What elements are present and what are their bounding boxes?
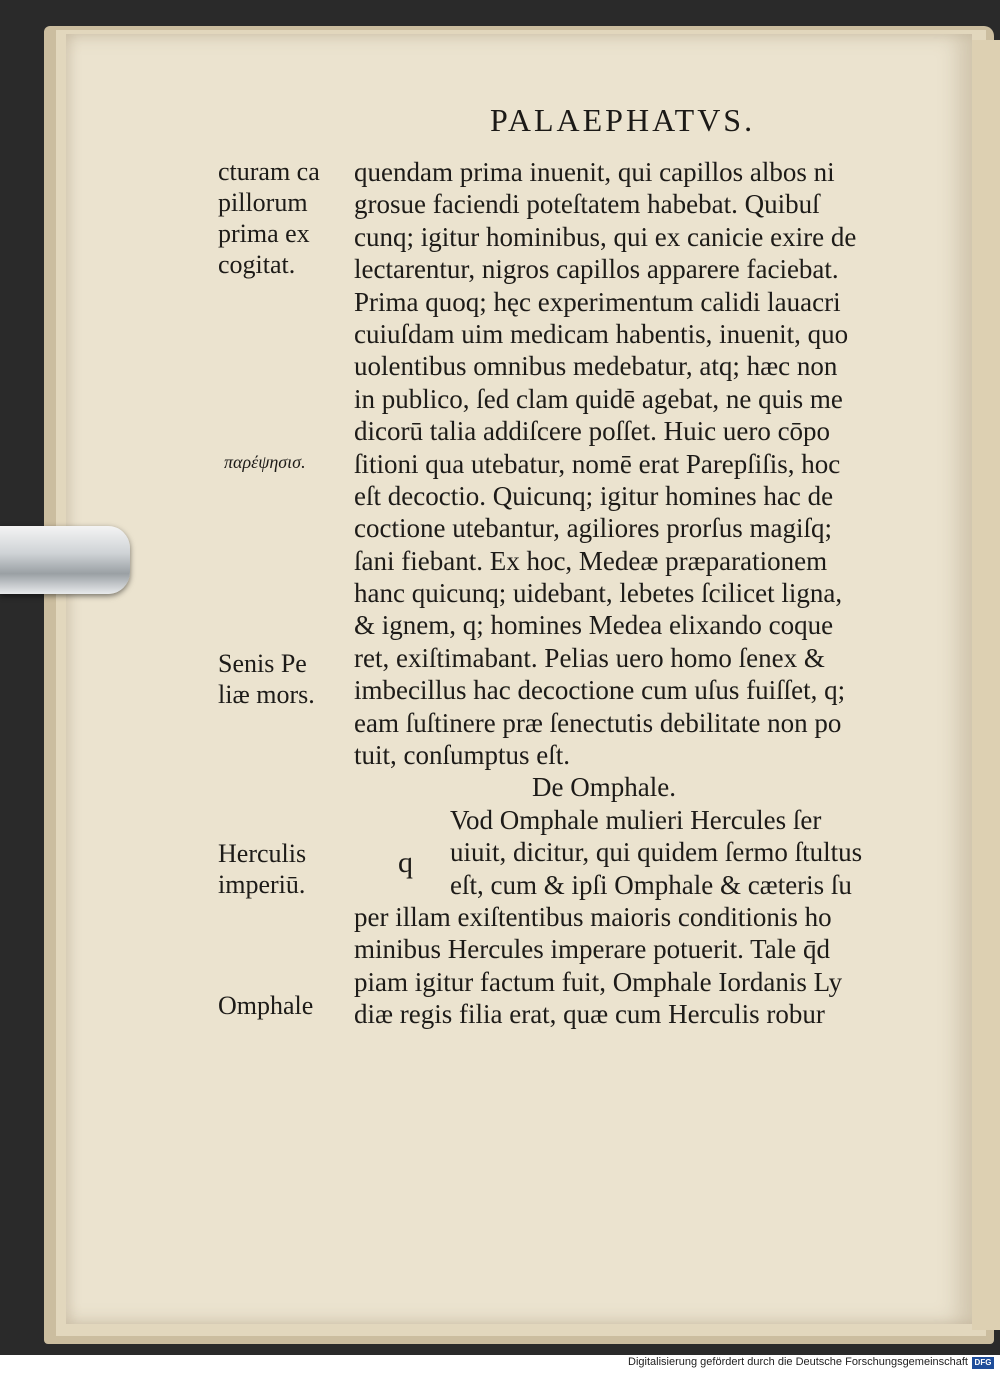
right-page-edge	[972, 40, 1000, 1330]
marginal-note-3	[218, 838, 306, 900]
footer-credit: Digitalisierung gefördert durch die Deutsche Forschungsgemeinschaft	[628, 1356, 968, 1368]
note-line: Herculis	[218, 839, 307, 868]
note-line: cogitat.	[218, 250, 296, 279]
text-line: eam ſuſtinere præ ſenectutis debilitate non po	[354, 707, 842, 738]
text-line: Prima quoq; hęc experimentum calidi lauacri	[354, 286, 841, 317]
section-heading: De Omphale.	[532, 772, 676, 803]
main-text-block	[354, 156, 914, 1031]
note-line: imperiū.	[218, 870, 306, 899]
drop-cap: q	[398, 846, 413, 879]
text-line: lectarentur, nigros capillos apparere faciebat.	[354, 254, 839, 285]
marginal-note-4	[218, 990, 313, 1021]
text-line: eſt, cum & ipſi Omphale & cæteris ſu	[450, 869, 852, 900]
text-line: tuit, conſumptus eſt.	[354, 740, 570, 771]
note-line: Senis Pe	[218, 649, 307, 678]
text-line: per illam exiſtentibus maioris conditionis ho	[354, 901, 832, 932]
text-line: ret, exiſtimabant. Pelias uero homo ſenex &	[354, 642, 825, 673]
text-line: quendam prima inuenit, qui capillos albos ni	[354, 157, 835, 187]
text-line: cuiuſdam uim medicam habentis, inuenit, quo	[354, 318, 849, 349]
text-line: ſani fiebant. Ex hoc, Medeæ præparationem	[354, 545, 828, 576]
note-line: pillorum	[218, 188, 308, 217]
text-line: hanc quicunq; uidebant, lebetes ſcilicet ligna,	[354, 578, 843, 609]
note-line: Omphale	[218, 991, 314, 1020]
marginal-note-1	[218, 156, 320, 280]
note-line: cturam ca	[218, 157, 320, 186]
note-line: liæ mors.	[218, 680, 315, 709]
text-line: & ignem, q; homines Medea elixando coque	[354, 610, 834, 641]
text-line: dicorū talia addiſcere poſſet. Huic uero cōpo	[354, 416, 831, 447]
text-line: piam igitur factum fuit, Omphale Iordanis Ly	[354, 966, 843, 997]
book-clamp	[0, 526, 130, 594]
text-line: Vod Omphale mulieri Hercules ſer	[450, 804, 822, 835]
marginal-note-2	[218, 648, 315, 710]
running-title: PALAEPHATVS.	[490, 102, 756, 138]
text-line: grosue faciendi poteſtatem habebat. Quibuſ	[354, 189, 820, 220]
text-line: cunq; igitur hominibus, qui ex canicie exire de	[354, 221, 857, 252]
text-line: uolentibus omnibus medebatur, atq; hæc non	[354, 351, 838, 382]
text-line: imbecillus hac decoctione cum uſus fuiſſet, q;	[354, 675, 846, 706]
text-line: uiuit, dicitur, qui quidem ſermo ſtultus	[450, 837, 863, 868]
dfg-logo: DFG	[972, 1357, 994, 1369]
text-line: minibus Hercules imperare potuerit. Tale q̄d	[354, 934, 830, 965]
text-line: diæ regis filia erat, quæ cum Herculis robur	[354, 999, 825, 1030]
note-line: prima ex	[218, 219, 310, 248]
text-line: coctione utebantur, agiliores prorſus magiſq;	[354, 513, 833, 544]
marginal-note-greek: παρέψησισ.	[224, 452, 306, 472]
text-line: ſitioni qua utebatur, nomē erat Parepſiſis, hoc	[354, 448, 841, 479]
text-line: eſt decoctio. Quicunq; igitur homines hac de	[354, 480, 834, 511]
text-line: in publico, ſed clam quidē agebat, ne quis me	[354, 383, 843, 414]
